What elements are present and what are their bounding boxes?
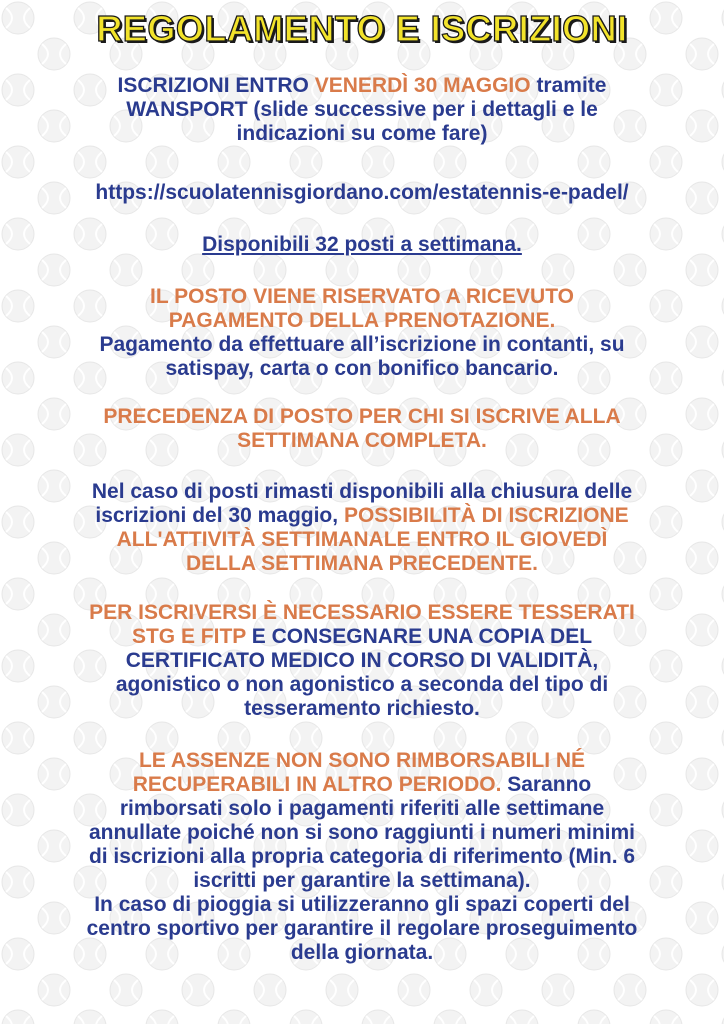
pioggia-line-1: In caso di pioggia si utilizzeranno gli spazi coperti del (94, 893, 630, 916)
iscrizioni-line-2: WANSPORT (slide successive per i dettagli e le (126, 98, 598, 121)
assenze-line-3: rimborsati solo i pagamenti riferiti alle settimane (119, 797, 605, 820)
pagamento-paragraph (28, 285, 696, 381)
pioggia-line-2: centro sportivo per garantire il regolare proseguimento (86, 917, 638, 940)
assenze-line-2 (28, 773, 696, 797)
consegnare-copia: E CONSEGNARE UNA COPIA DEL (245, 625, 593, 648)
posti-rimasti-line-4: DELLA SETTIMANA PRECEDENTE. (186, 552, 538, 575)
posto-riservato-line-1: IL POSTO VIENE RISERVATO A RICEVUTO (150, 285, 574, 308)
iscrizioni-line-3: indicazioni su come fare) (236, 122, 488, 145)
pagamento-line-1: Pagamento da effettuare all’iscrizione in contanti, su (99, 333, 625, 356)
tesseramento-line-4: agonistico o non agonistico a seconda del tipo di (115, 673, 609, 696)
assenze-line-5: di iscrizioni alla propria categoria di riferimento (Min. 6 (88, 845, 636, 868)
possibilita-iscrizione: POSSIBILITÀ DI ISCRIZIONE (343, 504, 629, 527)
posti-rimasti-paragraph (28, 480, 696, 576)
pagamento-line-2: satispay, carta o con bonifico bancario. (165, 357, 559, 380)
stg-fitp: STG E FITP (131, 625, 246, 648)
precedenza-line-1: PRECEDENZA DI POSTO PER CHI SI ISCRIVE ALLA (103, 405, 621, 428)
precedenza-paragraph (28, 405, 696, 453)
tesseramento-paragraph (28, 601, 696, 721)
posti-disponibili: Disponibili 32 posti a settimana. (202, 233, 522, 256)
precedenza-line-2: SETTIMANA COMPLETA. (237, 429, 487, 452)
non-recuperabili: RECUPERABILI IN ALTRO PERIODO. (132, 773, 502, 796)
posto-riservato-line-2: PAGAMENTO DELLA PRENOTAZIONE. (168, 309, 556, 332)
page-title: REGOLAMENTO E ISCRIZIONI (96, 8, 628, 49)
tesseramento-line-2 (28, 625, 696, 649)
tramite-text: tramite (530, 74, 607, 97)
assenze-line-1: LE ASSENZE NON SONO RIMBORSABILI NÉ (138, 749, 586, 772)
iscrizioni-line-1 (28, 74, 696, 98)
iscrizioni-paragraph (28, 74, 696, 146)
posti-rimasti-text: iscrizioni del 30 maggio, (95, 504, 344, 527)
posti-rimasti-line-2 (28, 504, 696, 528)
assenze-paragraph (28, 749, 696, 965)
assenze-line-4: annullate poiché non si sono raggiunti i numeri minimi (88, 821, 636, 844)
website-link[interactable]: https://scuolatennisgiordano.com/estatennis-e-padel/ (95, 181, 629, 204)
posti-rimasti-line-3: ALL'ATTIVITÀ SETTIMANALE ENTRO IL GIOVEDÌ (116, 528, 608, 551)
iscrizioni-text: ISCRIZIONI ENTRO (117, 74, 315, 97)
pioggia-line-3: della giornata. (290, 941, 434, 964)
posti-rimasti-line-1: Nel caso di posti rimasti disponibili alla chiusura delle (91, 480, 633, 503)
saranno-text: Saranno (501, 773, 592, 796)
assenze-line-6: iscritti per garantire la settimana). (193, 869, 531, 892)
tesseramento-line-1: PER ISCRIVERSI È NECESSARIO ESSERE TESSERATI (89, 601, 635, 624)
deadline-date: VENERDÌ 30 MAGGIO (314, 74, 531, 97)
tesseramento-line-3: CERTIFICATO MEDICO IN CORSO DI VALIDITÀ, (125, 649, 599, 672)
tesseramento-line-5: tesseramento richiesto. (244, 697, 480, 720)
